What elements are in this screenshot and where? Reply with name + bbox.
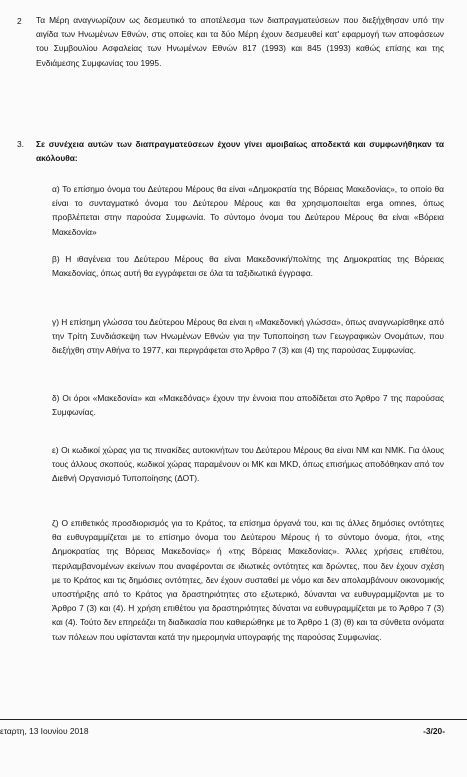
list-item-c: γ) Η επίσημη γλώσσα του Δεύτερου Μέρους θα είναι η «Μακεδονική γλώσσα», όπως αναγνωρίσθηκε από την Τρίτη Συνδιάσκεψη των Ηνωμένων Εθνών για την Τυποποίηση των Γεωγραφικών Ονομάτων, που διεξήχθη στην Αθήνα το 1977, και περιγράφεται στο Άρθρο 7 (3) και (4) της παρούσας Συμφωνίας. [52, 317, 444, 356]
list-item-b: β) Η ιθαγένεια του Δεύτερου Μέρους θα είναι Μακεδονική/πολίτης της Δημοκρατίας της Βόρειας Μακεδονίας, όπως αυτή θα εγγράφεται σε όλα τα ταξιδιωτικά έγγραφα. [52, 254, 444, 279]
list-item-e: ε) Οι κωδικοί χώρας για τις πινακίδες αυτοκινήτων του Δεύτερου Μέρους θα είναι NM και NMK. Για όλους τους άλλους σκοπούς, κωδικοί χώρας παραμένουν οι MK και MKD, όπως επισήμως αποδόθηκαν από τον Διεθνή Οργανισμό Τυποποίησης (ΔΟΤ). [52, 445, 444, 484]
list-item-z: ζ) Ο επιθετικός προσδιορισμός για το Κράτος, τα επίσημα όργανά του, και τις άλλες δημόσιες οντότητες θα ευθυγραμμίζεται με το επίσημο όνομα του Δεύτερου Μέρους ή το σύντομο όνομα, ήτοι, «της Δημοκρατίας της Βόρειας Μακεδονίας» ή «της Βόρειας Μακεδονίας». Άλλες χρήσεις επιθέτου, περιλαμβανομένων εκείνων που αναφέρονται σε ιδιωτικές οντότητες και δρώντες, που δεν έχουν σχέση με το Κράτος και τις δημόσιες οντότητες, δεν έχουν συσταθεί με νόμο και δεν απολαμβάνουν οικονομικής υποστήριξης από το Κράτος για δραστηριότητες στο εξωτερικό, δύνανται να ευθυγραμμίζονται με το Άρθρο 7 (3) και (4). Η χρήση επιθέτου για δραστηριότητες δύναται να ευθυγραμμίζεται με το Άρθρο 7 (3) και (4). Τούτο δεν επηρεάζει τη διαδικασία που καθιερώθηκε με το Άρθρο 1 (3) (θ) και τα σύνθετα ονόματα των πόλεων που υφίστανται κατά την ημερομηνία υπογραφής της παρούσας Συμφωνίας. [52, 518, 444, 642]
section-2-text: Τα Μέρη αναγνωρίζουν ως δεσμευτικό το αποτέλεσμα των διαπραγματεύσεων που διεξήχθησαν υπό την αιγίδα των Ηνωμένων Εθνών, στις οποίες και τα δύο Μέρη έχουν δεσμευθεί κατ' εφαρμογή των αποφάσεων του Συμβουλίου Ασφαλείας των Ηνωμένων Εθνών 817 (1993) και 845 (1993) καθώς επίσης και της Ενδιάμεσης Συμφωνίας του 1995. [36, 15, 444, 68]
page-number: -3/20- [423, 726, 445, 736]
section-2-number: 2 [17, 16, 22, 26]
section-3-number: 3. [17, 139, 24, 149]
list-item-d: δ) Οι όροι «Μακεδονία» και «Μακεδόνας» έχουν την έννοια που αποδίδεται στο Άρθρο 7 της παρούσας Συμφωνίας. [52, 393, 444, 418]
footer-divider [0, 719, 467, 720]
section-3-intro: Σε συνέχεια αυτών των διαπραγματεύσεων έχουν γίνει αμοιβαίως αποδεκτά και συμφωνήθηκαν τα ακόλουθα: [36, 139, 444, 164]
list-item-a: α) Το επίσημο όνομα του Δεύτερου Μέρους θα είναι «Δημοκρατία της Βόρειας Μακεδονίας», το οποίο θα είναι το συνταγματικό όνομα του Δεύτερου Μέρους και θα χρησιμοποιείται erga omnes, όπως προβλέπεται στην παρούσα Συμφωνία. Το σύντομο όνομα του Δεύτερου Μέρους θα είναι «Βόρεια Μακεδονία» [52, 184, 444, 237]
footer-date: εταρτη, 13 Ιουνίου 2018 [0, 726, 89, 736]
